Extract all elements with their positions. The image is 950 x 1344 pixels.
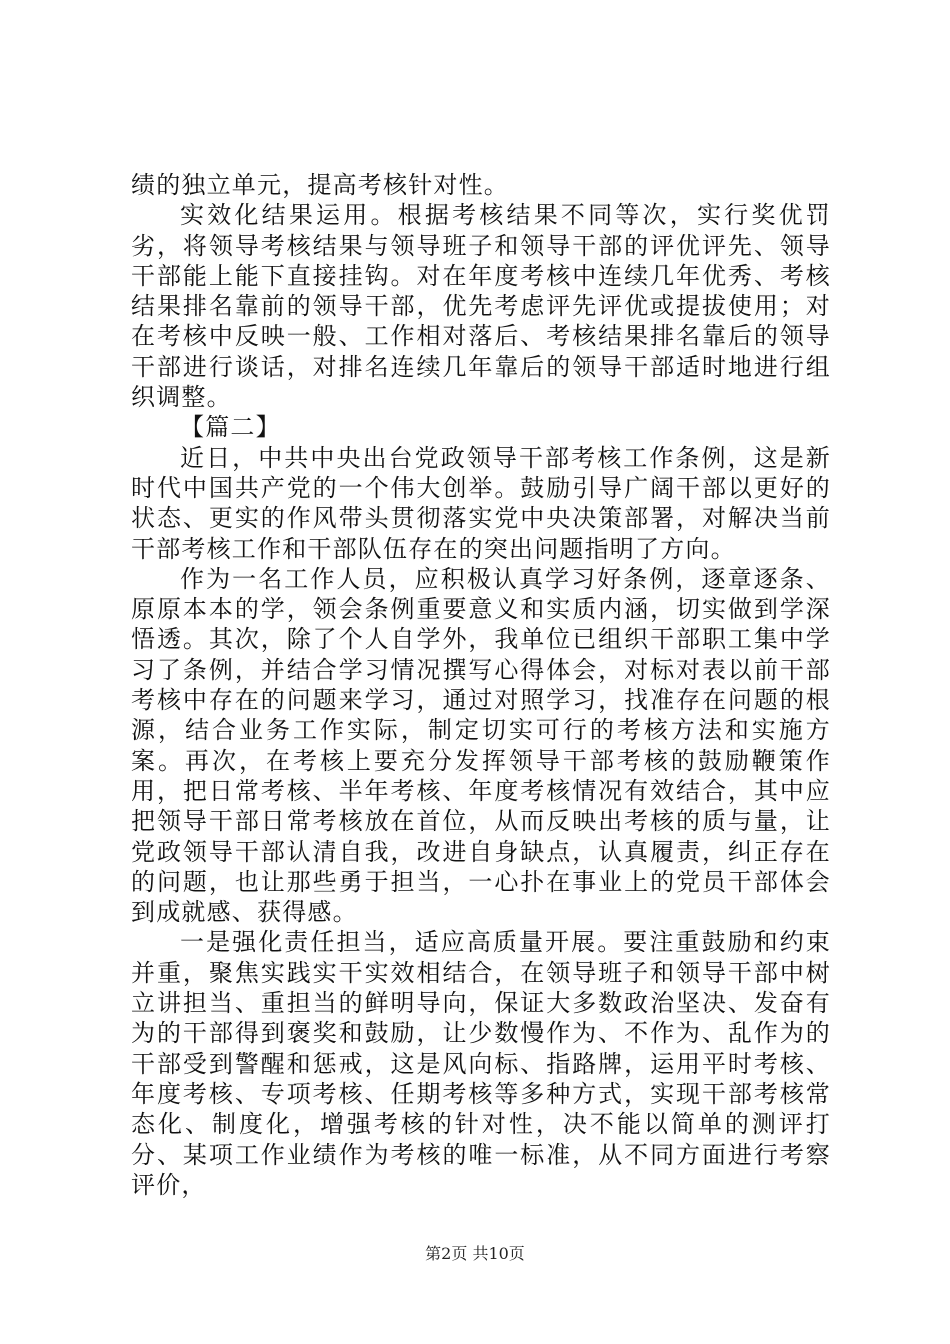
paragraph-responsibility: 一是强化责任担当，适应高质量开展。要注重鼓励和约束并重，聚焦实践实干实效相结合，在领导班子和领导干部中树立讲担当、重担当的鲜明导向，保证大多数政治坚决、发奋有为的干部得到褒奖和鼓励，让少数慢作为、不作为、乱作为的干部受到警醒和惩戒，这是风向标、指路牌，运用平时考核、年度考核、专项考核、任期考核等多种方式，实现干部考核常态化、制度化，增强考核的针对性，决不能以简单的测评打分、某项工作业绩作为考核的唯一标准，从不同方面进行考察评价， bbox=[131, 928, 831, 1199]
section-heading-part-two: 【篇二】 bbox=[180, 413, 281, 442]
paragraph-study: 作为一名工作人员，应积极认真学习好条例，逐章逐条、原原本本的学，领会条例重要意义和实质内涵，切实做到学深悟透。其次，除了个人自学外，我单位已组织干部职工集中学习了条例，并结合学习情况撰写心得体会，对标对表以前干部考核中存在的问题来学习，通过对照学习，找准存在问题的根源，结合业务工作实际，制定切实可行的考核方法和实施方案。再次，在考核上要充分发挥领导干部考核的鼓励鞭策作用，把日常考核、半年考核、年度考核情况有效结合，其中应把领导干部日常考核放在首位，从而反映出考核的质与量，让党政领导干部认清自我，改进自身缺点，认真履责，纠正存在的问题，也让那些勇于担当，一心扑在事业上的党员干部体会到成就感、获得感。 bbox=[131, 564, 831, 927]
paragraph-continuation: 绩的独立单元，提高考核针对性。 bbox=[131, 171, 509, 199]
paragraph-result-application: 实效化结果运用。根据考核结果不同等次，实行奖优罚劣，将领导考核结果与领导班子和领导干部的评优评先、领导干部能上能下直接挂钩。对在年度考核中连续几年优秀、考核结果排名靠前的领导干部，优先考虑评先评优或提拔使用；对在考核中反映一般、工作相对落后、考核结果排名靠后的领导干部进行谈话，对排名连续几年靠后的领导干部适时地进行组织调整。 bbox=[131, 201, 831, 412]
page-footer: 第2页 共10页 bbox=[425, 1244, 525, 1263]
paragraph-intro: 近日，中共中央出台党政领导干部考核工作条例，这是新时代中国共产党的一个伟大创举。鼓励引导广阔干部以更好的状态、更实的作风带头贯彻落实党中央决策部署，对解决当前干部考核工作和干部队伍存在的突出问题指明了方向。 bbox=[131, 443, 831, 563]
document-body bbox=[131, 170, 831, 1200]
